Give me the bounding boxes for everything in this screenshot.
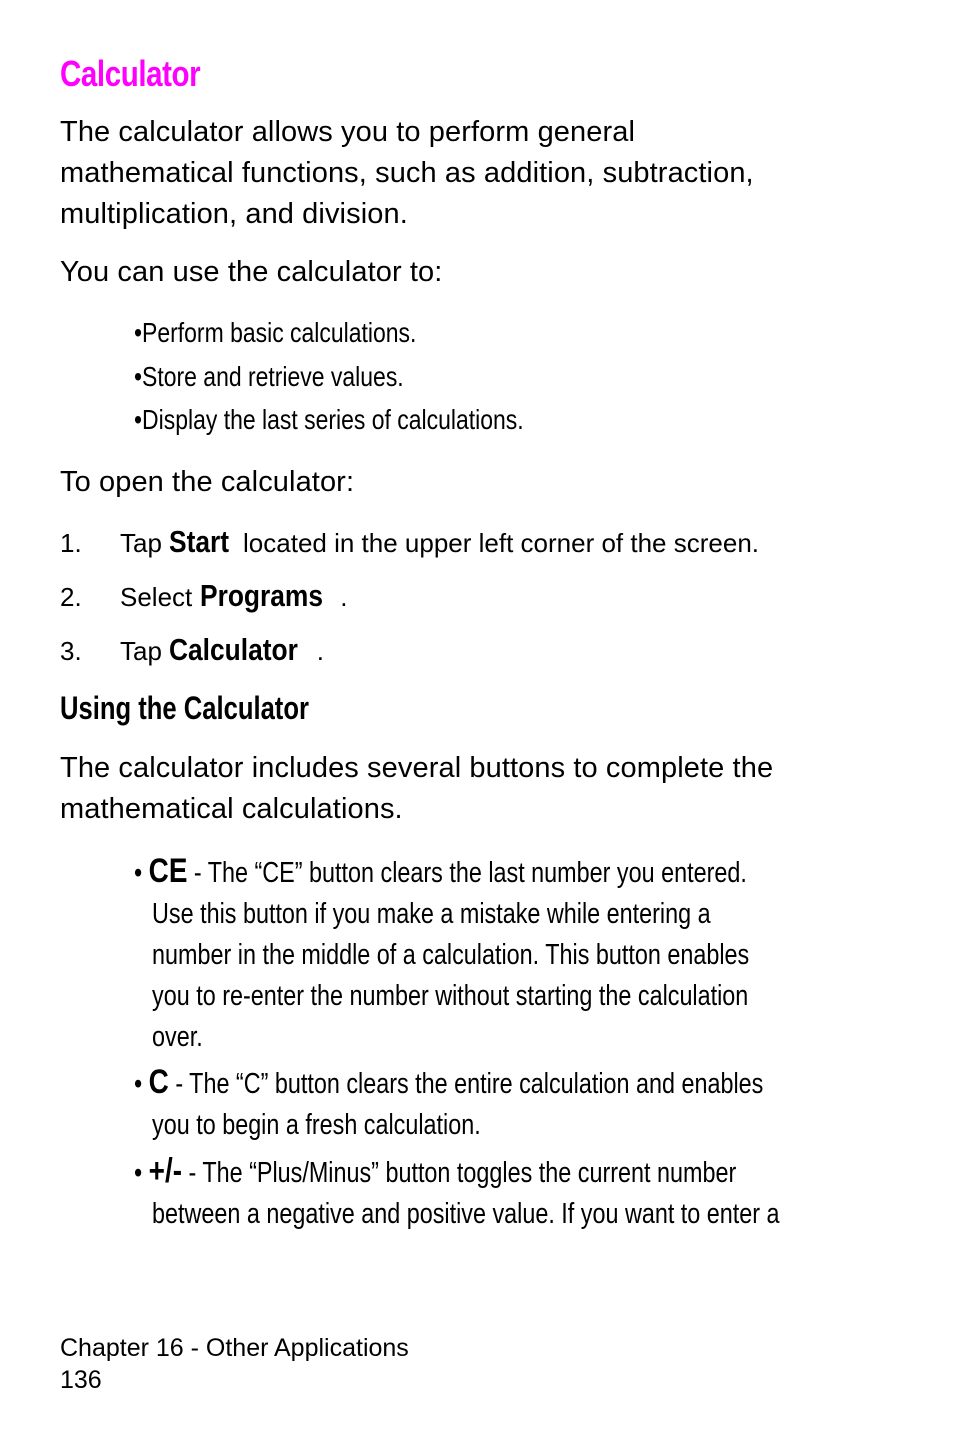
button-key-label: +/- [148,1152,182,1190]
bullet: • [134,1068,149,1100]
step-text: located in the upper left corner of the screen. [235,528,759,558]
list-item: • Store and retrieve values. [134,356,524,400]
step-number: 3. [60,636,82,666]
uses-lead: You can use the calculator to: [60,256,443,288]
description-line: - The “C” button clears the entire calculation and enables [168,1068,764,1100]
section-heading: Using the Calculator [60,690,309,726]
list-item: • Perform basic calculations. [134,312,524,356]
chapter-label: Chapter 16 - Other Applications [60,1334,409,1362]
button-description-plus-minus [134,1151,856,1235]
button-description-c [134,1062,856,1146]
button-key-label: C [148,1063,169,1101]
page-footer [60,1332,409,1396]
description-line: - The “CE” button clears the last number you entered. [187,857,747,889]
step-item [60,576,347,617]
step-item [60,522,759,563]
step-keyword: Programs [199,578,323,613]
buttons-intro-line: The calculator includes several buttons to complete the [60,752,774,784]
bullet: • [134,1157,149,1189]
step-keyword: Calculator [169,632,299,667]
page-number: 136 [60,1366,102,1394]
intro-paragraph [60,112,754,235]
step-item [60,630,324,671]
page-title: Calculator [60,53,201,94]
step-number: 2. [60,582,82,612]
description-line: - The “Plus/Minus” button toggles the current number [181,1157,737,1189]
list-item: • Display the last series of calculations. [134,399,524,443]
description-line: number in the middle of a calculation. This button enables [152,939,750,971]
step-text: . [316,636,324,666]
intro-line: mathematical functions, such as addition, subtraction, [60,157,754,189]
step-text: Tap [120,528,170,558]
description-line: over. [152,1021,203,1053]
buttons-intro [60,748,773,830]
description-line: you to re-enter the number without starting the calculation [152,980,749,1012]
step-text: Select [120,582,200,612]
description-line: between a negative and positive value. If you want to enter a [152,1198,780,1230]
button-description-ce [134,851,856,1058]
step-keyword: Start [169,524,230,559]
uses-list [134,312,524,443]
description-line: Use this button if you make a mistake while entering a [152,898,711,930]
buttons-intro-line: mathematical calculations. [60,793,403,825]
intro-line: multiplication, and division. [60,198,408,230]
description-line: you to begin a fresh calculation. [152,1109,481,1141]
step-text: . [340,582,348,612]
button-key-label: CE [148,852,188,890]
step-number: 1. [60,528,82,558]
intro-line: The calculator allows you to perform general [60,116,636,148]
open-lead: To open the calculator: [60,466,355,498]
bullet: • [134,857,149,889]
step-text: Tap [120,636,170,666]
